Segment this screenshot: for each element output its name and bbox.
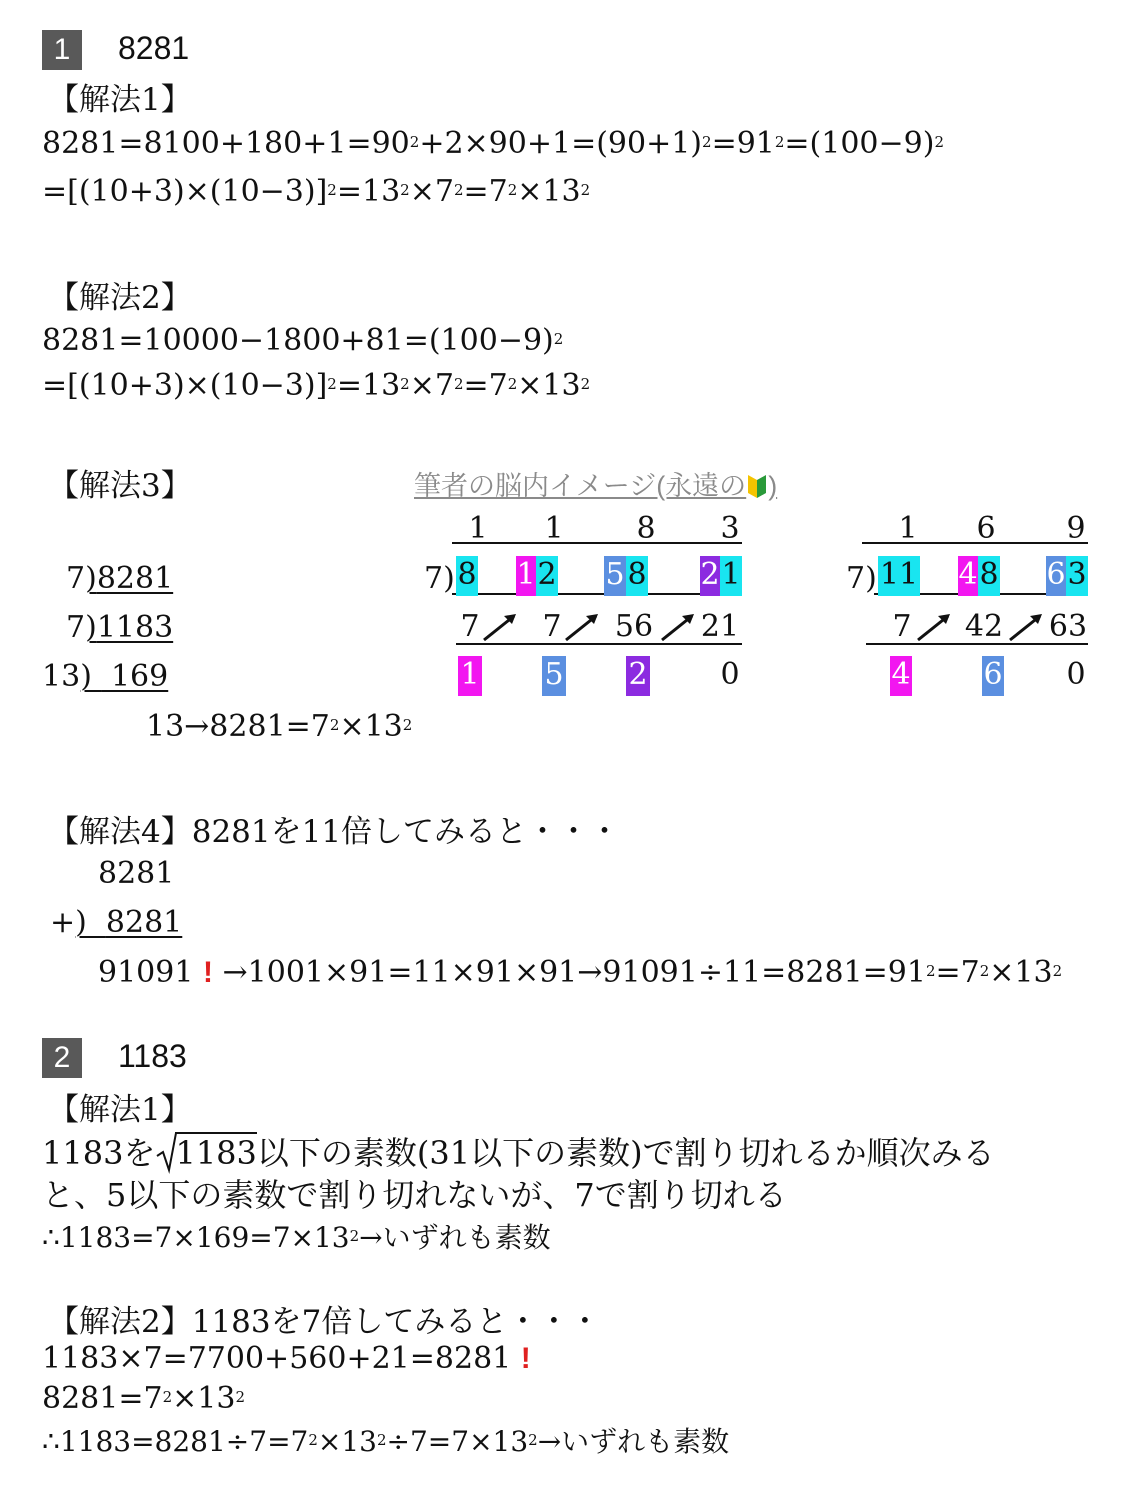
divisor: 7) — [424, 561, 455, 596]
sec2-method-1-line-1: 1183を 1183以下の素数(31以下の素数)で割り切れるか順次みる — [42, 1132, 995, 1174]
addend-2-row: +) 8281 — [50, 905, 183, 940]
arrow-up-right-icon — [914, 610, 954, 644]
subtrahend: 7 — [542, 609, 562, 644]
arrow-up-right-icon — [562, 610, 602, 644]
exclamation-icon: ! — [520, 1342, 531, 1375]
carry-digit: 5 — [604, 556, 626, 596]
method-4-result: 91091 ! $\to 1001\times 91=11\times 91\times 91\to 91091\div 11=8281=91^2=7^2\times 13^2$ — [98, 955, 1063, 990]
dividend-digit: 1 — [720, 556, 742, 596]
arrow-up-right-icon — [658, 610, 698, 644]
sec2-method-1-line-3: $\therefore 1183=7\times 169=7\times 13^2\to$いずれも素数 — [42, 1221, 551, 1254]
method-1-heading: 【解法1】 — [48, 82, 192, 118]
quotient-digit: 9 — [1066, 511, 1086, 546]
remainder: 0 — [720, 657, 740, 692]
method-2-line-1: $8281=10000-1800+81=(100-9)^2$ — [42, 323, 564, 358]
section-number-badge: 1 — [42, 30, 82, 70]
remainder: 1 — [458, 656, 482, 696]
quotient-digit: 1 — [544, 511, 564, 546]
sec2-method-2-heading: 【解法2】1183を7倍してみると・・・ — [48, 1304, 601, 1340]
dividend-digit: 8 — [456, 556, 478, 596]
subtrahend: 63 — [1048, 609, 1088, 644]
subtrahend: 42 — [964, 609, 1004, 644]
sec2-method-2-line-1: 1183×7=7700+560+21=8281 ! — [42, 1341, 531, 1376]
subtrahend: 56 — [614, 609, 654, 644]
dividend-digit: 8 — [978, 556, 1000, 596]
carry-digit: 6 — [1046, 556, 1066, 596]
section-number-badge: 2 — [42, 1038, 82, 1078]
sqrt-expression: 1183 — [155, 1132, 256, 1174]
quotient-digit: 1 — [468, 511, 488, 546]
carry-digit: 1 — [516, 556, 536, 596]
quotient-digit: 6 — [976, 511, 996, 546]
sec2-method-1-line-2: と、5以下の素数で割り切れないが、7で割り切れる — [42, 1176, 787, 1214]
section-1-header — [42, 28, 189, 70]
remainder: 4 — [890, 656, 912, 696]
subtrahend: 7 — [460, 609, 480, 644]
addend-1: 8281 — [98, 856, 175, 891]
ladder-row-1: 7)8281 — [66, 561, 174, 596]
section-title: 8281 — [118, 30, 190, 66]
section-title: 1183 — [118, 1038, 187, 1074]
sec2-method-1-heading: 【解法1】 — [48, 1092, 192, 1128]
sec2-method-2-line-2: $8281=7^2\times 13^2$ — [42, 1381, 245, 1416]
quotient-digit: 1 — [898, 511, 918, 546]
dividend-digit: 8 — [626, 556, 648, 596]
carry-digit: 4 — [958, 556, 978, 596]
section-2-header — [42, 1036, 187, 1078]
method-3-heading: 【解法3】 — [48, 468, 192, 504]
arrow-up-right-icon — [1006, 610, 1046, 644]
subtrahend: 21 — [700, 609, 740, 644]
method-2-heading: 【解法2】 — [48, 280, 192, 316]
sec2-method-2-line-3: $\therefore 1183=8281\div 7=7^2\times 13^2\div 7=7\times 13^2\to$いずれも素数 — [42, 1425, 730, 1458]
dividend-digit: 3 — [1066, 556, 1088, 596]
dividend-digit: 11 — [878, 556, 920, 596]
quotient-digit: 3 — [720, 511, 740, 546]
method-1-line-2: $=[(10+3)\times(10-3)]^2=13^2\times 7^2=7^2\times 13^2$ — [42, 174, 591, 209]
remainder: 5 — [542, 656, 566, 696]
ladder-result: $13\to 8281=7^2\times 13^2$ — [146, 709, 413, 744]
carry-digit: 2 — [700, 556, 720, 596]
method-1-line-1: $8281=8100+180+1=90^2+2\times 90+1=(90+1)^2=91^2=(100-9)^2$ — [42, 126, 944, 161]
remainder: 2 — [626, 656, 650, 696]
remainder: 6 — [982, 656, 1004, 696]
arrow-up-right-icon — [480, 610, 520, 644]
ladder-row-3: 13) 169 — [42, 659, 169, 694]
method-4-heading: 【解法4】8281を11倍してみると・・・ — [48, 814, 621, 850]
beginner-mark-icon — [746, 473, 768, 499]
method-2-line-2: $=[(10+3)\times(10-3)]^2=13^2\times 7^2=7^2\times 13^2$ — [42, 368, 591, 403]
sqrt-radical-icon — [155, 1130, 177, 1174]
divisor: 7) — [846, 561, 877, 596]
subtrahend: 7 — [892, 609, 912, 644]
author-note: 筆者の脳内イメージ(永遠の ) — [414, 471, 778, 501]
ladder-row-2: 7)1183 — [66, 610, 174, 645]
quotient-digit: 8 — [636, 511, 656, 546]
dividend-digit: 2 — [536, 556, 558, 596]
remainder: 0 — [1066, 657, 1086, 692]
exclamation-icon: ! — [202, 956, 213, 989]
